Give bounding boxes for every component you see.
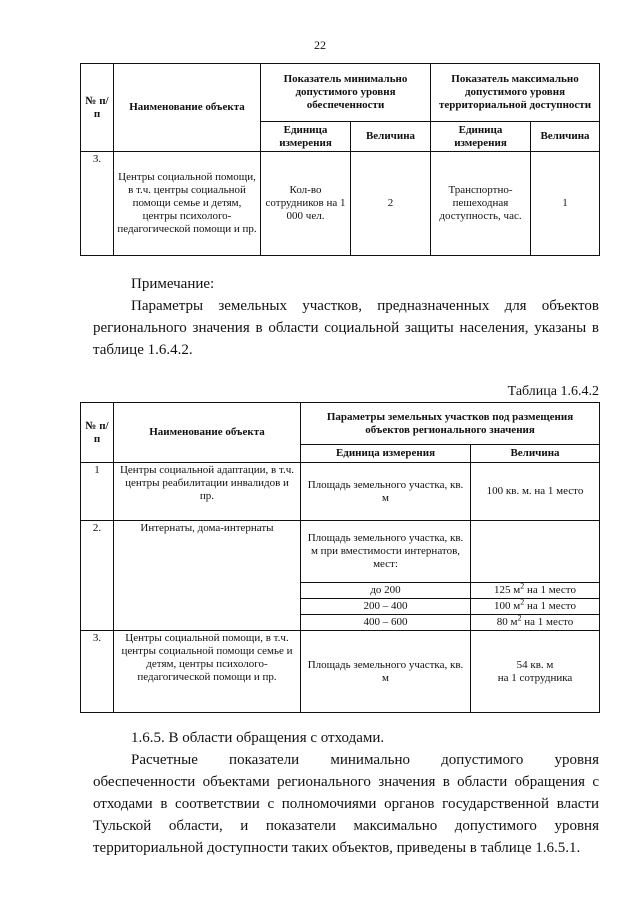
cell-name: Интернаты, дома-интернаты bbox=[114, 521, 301, 631]
section-line-3: отходами в соответствии с полномочиями органов государственной власти bbox=[93, 796, 599, 812]
header-min-unit: Единица измерения bbox=[261, 122, 351, 152]
header-max-indicator: Показатель максимально допустимого уровня территориальной доступности bbox=[431, 64, 600, 122]
table-row bbox=[81, 521, 600, 583]
value-superscript: 2 bbox=[517, 613, 522, 623]
value-number: 80 м bbox=[496, 616, 518, 628]
value-rest: на 1 место bbox=[521, 616, 574, 628]
note-line-1: Параметры земельных участков, предназначенных для объектов bbox=[131, 298, 599, 314]
header-land-params: Параметры земельных участков под размещения объектов регионального значения bbox=[301, 403, 600, 445]
cell-unit: Площадь земельного участка, кв. м bbox=[301, 631, 471, 713]
cell-num: 3. bbox=[81, 152, 114, 256]
header-num: № п/п bbox=[81, 403, 114, 463]
value-rest: на 1 место bbox=[524, 584, 576, 596]
cell-name: Центры социальной помощи, в т.ч. центры социальной помощи семье и детям, центры психолого-педагогической помощи и пр. bbox=[114, 631, 301, 713]
cell-unit: Площадь земельного участка, кв. м при вместимости интернатов, мест: bbox=[301, 521, 471, 583]
value-rest: на 1 место bbox=[524, 600, 576, 612]
cell-min-value: 2 bbox=[351, 152, 431, 256]
value-superscript: 2 bbox=[520, 597, 525, 607]
value-superscript: 2 bbox=[520, 581, 525, 591]
value-line-2: на 1 сотрудника bbox=[497, 671, 573, 684]
page-number: 22 bbox=[314, 38, 326, 52]
table-land-parameters bbox=[80, 402, 600, 713]
cell-name: Центры социальной адаптации, в т.ч. центры реабилитации инвалидов и пр. bbox=[114, 463, 301, 521]
header-name: Наименование объекта bbox=[114, 64, 261, 152]
header-unit: Единица измерения bbox=[301, 445, 471, 463]
cell-value-empty bbox=[471, 521, 600, 583]
cell-name: Центры социальной помощи, в т.ч. центры социальной помощи семье и детям, центры психолого-педагогической помощи и пр. bbox=[114, 152, 261, 256]
section-line-4: Тульской области, и показатели максимально допустимого уровня bbox=[93, 818, 599, 834]
cell-unit: Площадь земельного участка, кв. м bbox=[301, 463, 471, 521]
cell-max-value: 1 bbox=[531, 152, 600, 256]
header-max-unit: Единица измерения bbox=[431, 122, 531, 152]
value-number: 100 м bbox=[494, 600, 521, 612]
table-row bbox=[81, 463, 600, 521]
section-line-1: Расчетные показатели минимально допустимого уровня bbox=[131, 752, 599, 768]
header-max-value: Величина bbox=[531, 122, 600, 152]
cell-num: 1 bbox=[81, 463, 114, 521]
table-min-max-indicators bbox=[80, 63, 600, 256]
cell-num: 2. bbox=[81, 521, 114, 631]
cell-value bbox=[471, 631, 600, 713]
note-line-3: таблице 1.6.4.2. bbox=[93, 342, 193, 358]
cell-value: 100 кв. м. на 1 место bbox=[471, 463, 600, 521]
header-num: № п/п bbox=[81, 64, 114, 152]
note-title: Примечание: bbox=[131, 276, 215, 292]
cell-num: 3. bbox=[81, 631, 114, 713]
value-number: 125 м bbox=[494, 584, 521, 596]
value-line-1: 54 кв. м bbox=[516, 658, 554, 671]
header-min-value: Величина bbox=[351, 122, 431, 152]
cell-value bbox=[471, 583, 600, 599]
cell-range: 200 – 400 bbox=[301, 599, 471, 615]
header-value: Величина bbox=[471, 445, 600, 463]
cell-value bbox=[471, 615, 600, 631]
section-line-5: территориальной доступности таких объектов, приведены в таблице 1.6.5.1. bbox=[93, 840, 581, 856]
cell-max-unit: Транспортно-пешеходная доступность, час. bbox=[431, 152, 531, 256]
table-row bbox=[81, 152, 600, 256]
cell-range: 400 – 600 bbox=[301, 615, 471, 631]
cell-value bbox=[471, 599, 600, 615]
table-row bbox=[81, 631, 600, 713]
cell-range: до 200 bbox=[301, 583, 471, 599]
note-line-2: регионального значения в области социальной защиты населения, указаны в bbox=[93, 320, 599, 336]
header-name: Наименование объекта bbox=[114, 403, 301, 463]
table-caption: Таблица 1.6.4.2 bbox=[507, 384, 599, 399]
section-line-2: обеспеченности объектами регионального значения в области обращения с bbox=[93, 774, 599, 790]
header-min-indicator: Показатель минимально допустимого уровня обеспеченности bbox=[261, 64, 431, 122]
section-heading: 1.6.5. В области обращения с отходами. bbox=[131, 730, 385, 746]
cell-min-unit: Кол-во сотрудников на 1 000 чел. bbox=[261, 152, 351, 256]
